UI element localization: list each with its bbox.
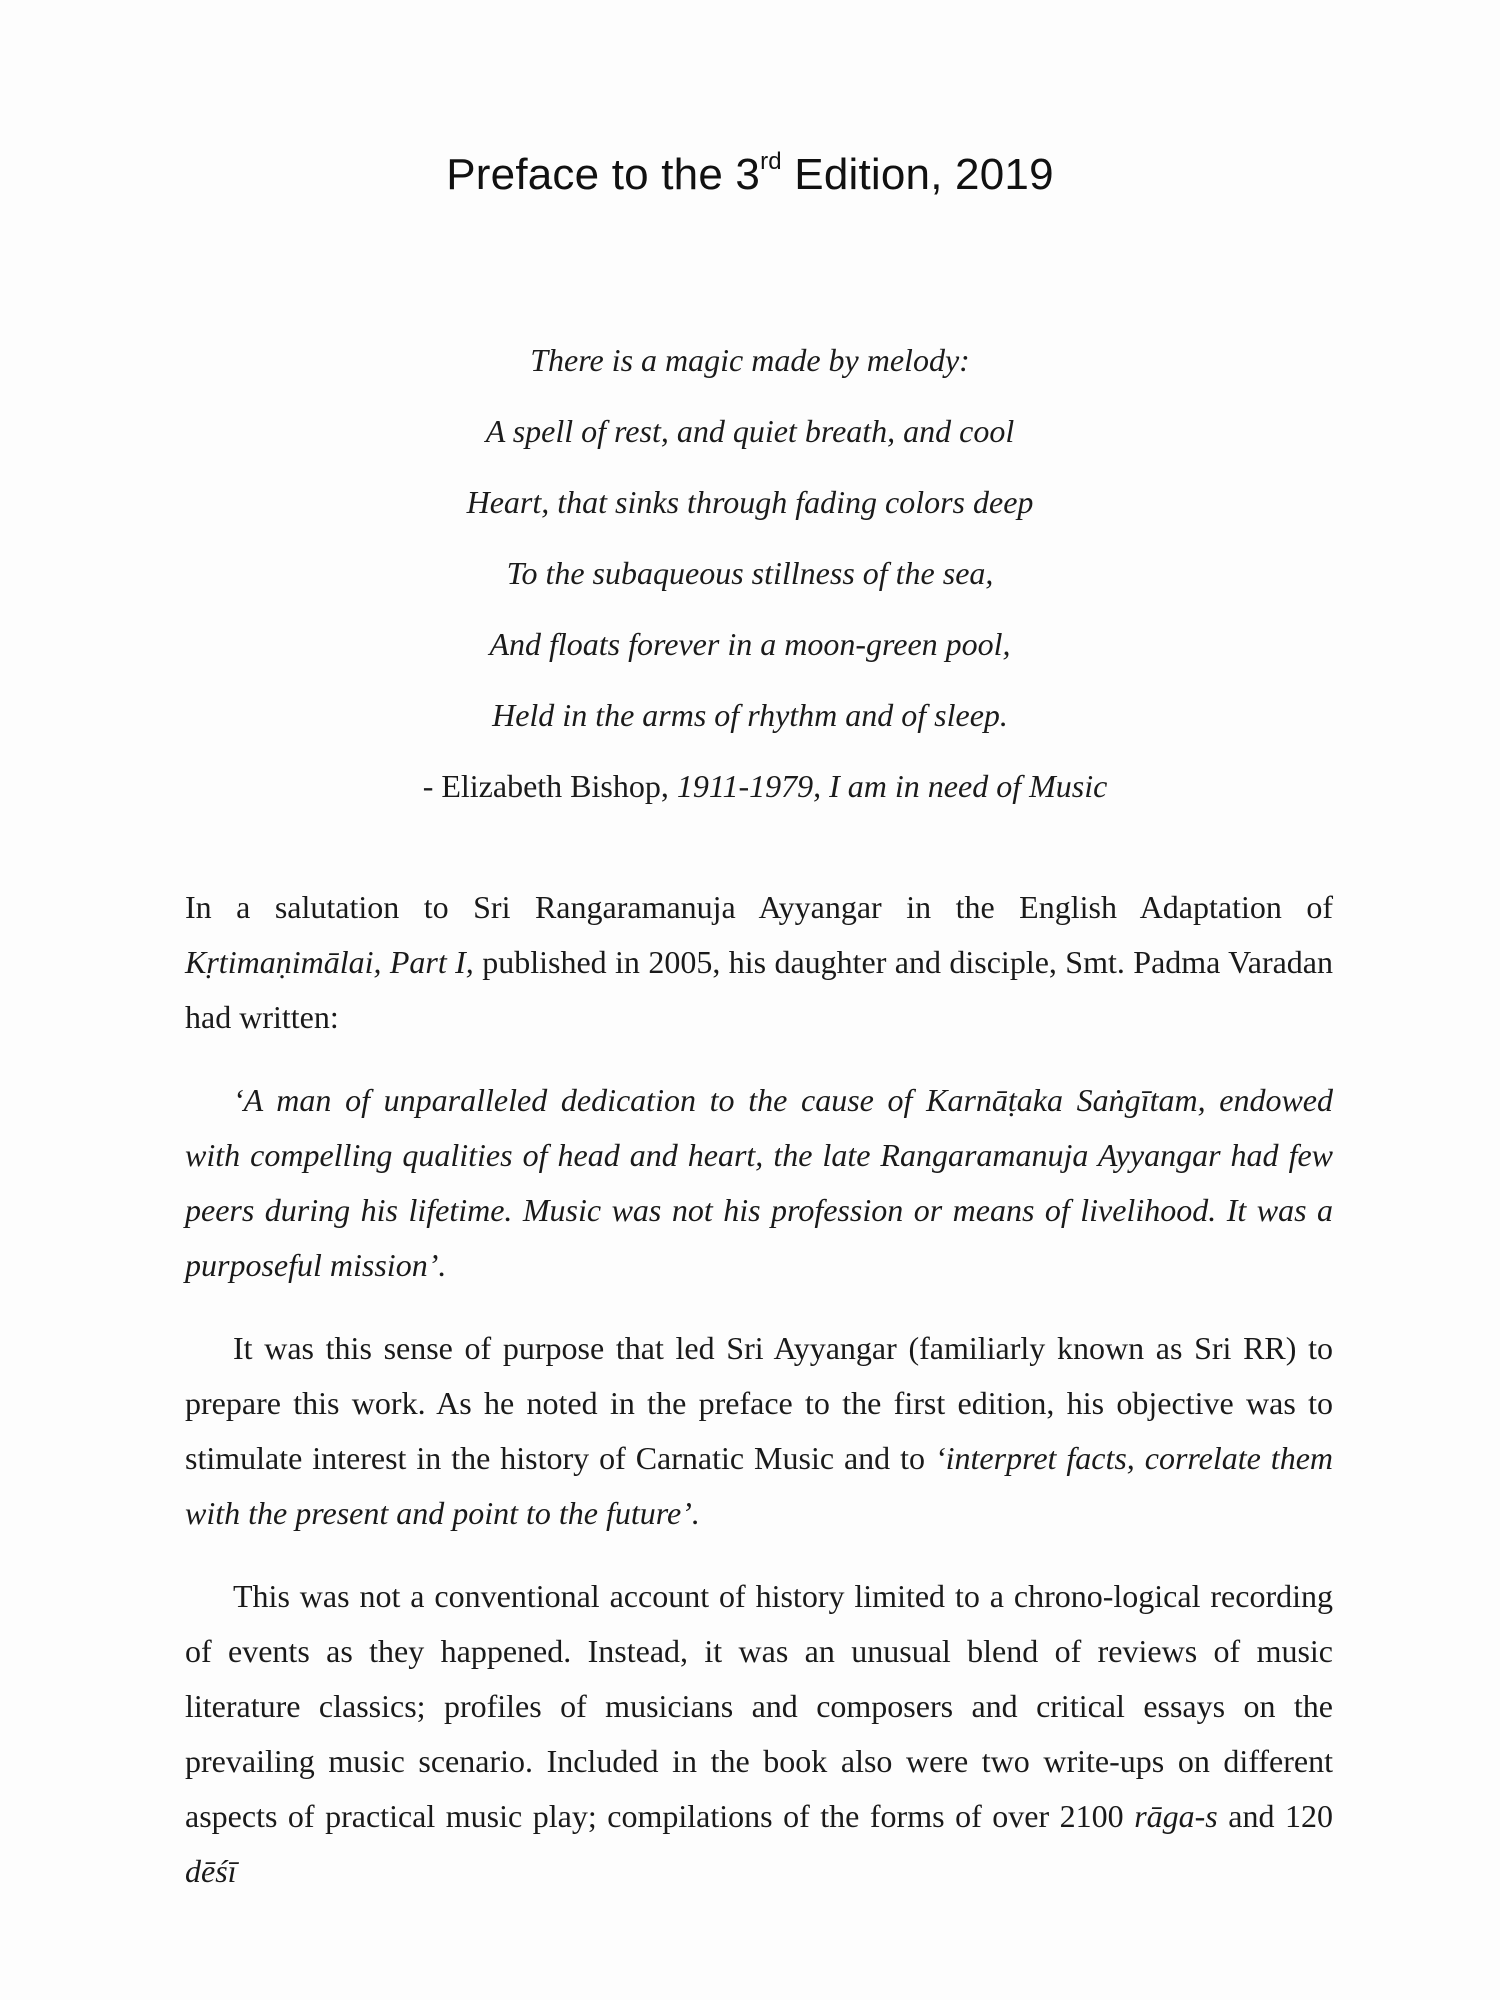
- p3-quote: ‘interpret facts, correlate them with the present and point to the future’.: [185, 1440, 1334, 1531]
- title-prefix: Preface to the 3: [446, 150, 761, 199]
- paragraph-1: [185, 880, 1333, 1045]
- p4-text-a: This was not a conventional account of history limited to a chrono-logical recording of events as they happened. Instead, it was an unusual blend of reviews of music literature classics; profiles of musicians and composers and critical essays on the prevailing music scenario. Included in the book also were two write-ups on different aspects of practical music play; compilations of the forms of over 2100: [185, 1578, 1333, 1834]
- epigraph-line: A spell of rest, and quiet breath, and cool: [485, 413, 1015, 449]
- p4-term-raga: rāga-s: [1134, 1798, 1218, 1834]
- paragraph-3: [185, 1321, 1333, 1541]
- attribution-work: 1911-1979, I am in need of Music: [676, 768, 1108, 804]
- p1-book-title: Kṛtimaṇimālai, Part I,: [185, 944, 474, 980]
- epigraph-line: Heart, that sinks through fading colors deep: [466, 484, 1034, 520]
- p3-text-a: It was this sense of purpose that led Sri Ayyangar (familiarly known as Sri RR) to prepare this work. As he noted in the preface to the first edition, his objective was to stimulate interest in the history of Carnatic Music and to: [185, 1330, 1333, 1476]
- body-text: [185, 880, 1333, 1927]
- p1-text-a: In a salutation to Sri Rangaramanuja Ayyangar in the English Adaptation of: [185, 889, 1333, 925]
- epigraph-attribution: [0, 751, 1500, 822]
- epigraph-line: And floats forever in a moon-green pool,: [489, 626, 1011, 662]
- paragraph-2-quote: ‘A man of unparalleled dedication to the cause of Karnāṭaka Saṅgītam, endowed with compelling qualities of head and heart, the late Rangaramanuja Ayyangar had few peers during his lifetime. Music was not his profession or means of livelihood. It was a purposeful mission’.: [185, 1082, 1333, 1283]
- epigraph: [0, 325, 1500, 822]
- title-ordinal-suffix: rd: [760, 148, 782, 175]
- epigraph-line: There is a magic made by melody:: [530, 342, 970, 378]
- p1-text-c: published in 2005, his daughter and disciple, Smt. Padma Varadan had written:: [185, 944, 1334, 1035]
- title-suffix: Edition, 2019: [781, 150, 1054, 199]
- epigraph-line: To the subaqueous stillness of the sea,: [506, 555, 994, 591]
- p4-term-desi: dēśī: [185, 1853, 237, 1889]
- p4-text-c: and 120: [1217, 1798, 1334, 1834]
- epigraph-line: Held in the arms of rhythm and of sleep.: [492, 697, 1008, 733]
- paragraph-4: [185, 1569, 1333, 1899]
- page-title: [0, 150, 1500, 200]
- attribution-author: - Elizabeth Bishop,: [422, 768, 677, 804]
